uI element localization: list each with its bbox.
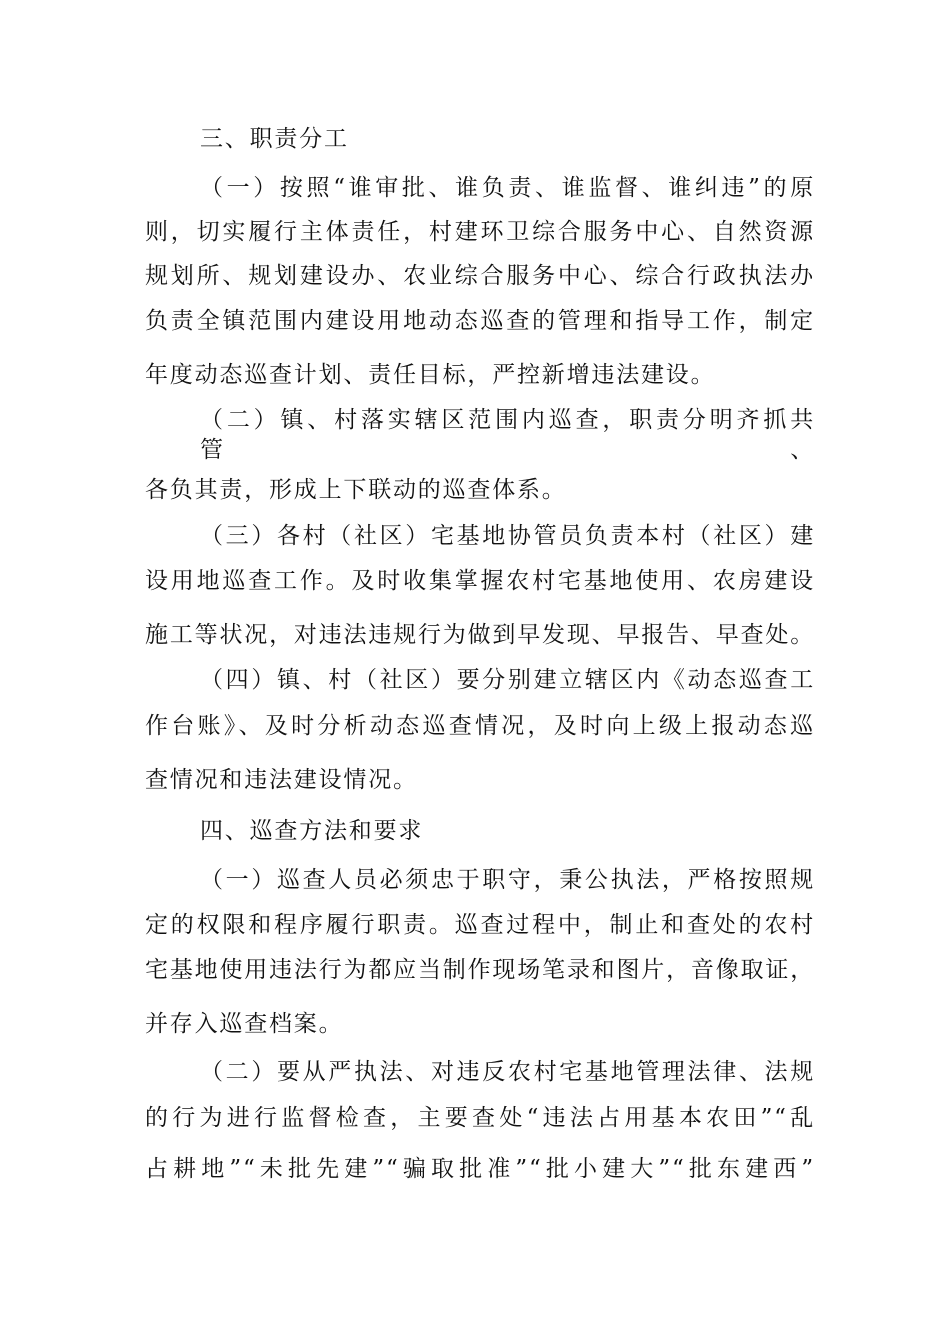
paragraph-line: （二）镇、村落实辖区范围内巡查，职责分明齐抓共管、 <box>200 407 815 463</box>
paragraph-line: 则，切实履行主体责任，村建环卫综合服务中心、自然资源 <box>145 219 815 245</box>
paragraph-line: 施工等状况，对违法违规行为做到早发现、早报告、早查处。 <box>145 622 815 648</box>
paragraph-line: （一）巡查人员必须忠于职守，秉公执法，严格按照规 <box>200 867 815 893</box>
paragraph-line: 规划所、规划建设办、农业综合服务中心、综合行政执法办 <box>145 263 815 289</box>
section-heading-3: 三、职责分工 <box>200 126 349 152</box>
paragraph-line: （一）按照“谁审批、谁负责、谁监督、谁纠违”的原 <box>200 175 815 201</box>
paragraph-line: （四）镇、村（社区）要分别建立辖区内《动态巡查工 <box>200 667 815 693</box>
paragraph-line: 作台账》、及时分析动态巡查情况，及时向上级上报动态巡 <box>145 713 815 739</box>
paragraph-line: 负责全镇范围内建设用地动态巡查的管理和指导工作，制定 <box>145 308 815 334</box>
section-heading-4: 四、巡查方法和要求 <box>200 818 424 844</box>
paragraph-line: （三）各村（社区）宅基地协管员负责本村（社区）建 <box>200 523 815 549</box>
paragraph-line: 查情况和违法建设情况。 <box>145 767 418 793</box>
paragraph-line: 各负其责，形成上下联动的巡查体系。 <box>145 477 567 503</box>
paragraph-line: 宅基地使用违法行为都应当制作现场笔录和图片，音像取证， <box>145 957 815 983</box>
paragraph-line: 设用地巡查工作。及时收集掌握农村宅基地使用、农房建设 <box>145 568 815 594</box>
paragraph-line: （二）要从严执法、对违反农村宅基地管理法律、法规 <box>200 1059 815 1085</box>
paragraph-line: 并存入巡查档案。 <box>145 1011 344 1037</box>
paragraph-line: 定的权限和程序履行职责。巡查过程中，制止和查处的农村 <box>145 912 815 938</box>
paragraph-line: 的行为进行监督检查，主要查处“违法占用基本农田”“乱 <box>145 1105 815 1131</box>
paragraph-line: 年度动态巡查计划、责任目标，严控新增违法建设。 <box>145 362 716 388</box>
paragraph-line: 占耕地”“未批先建”“骗取批准”“批小建大”“批东建西” <box>145 1156 815 1182</box>
